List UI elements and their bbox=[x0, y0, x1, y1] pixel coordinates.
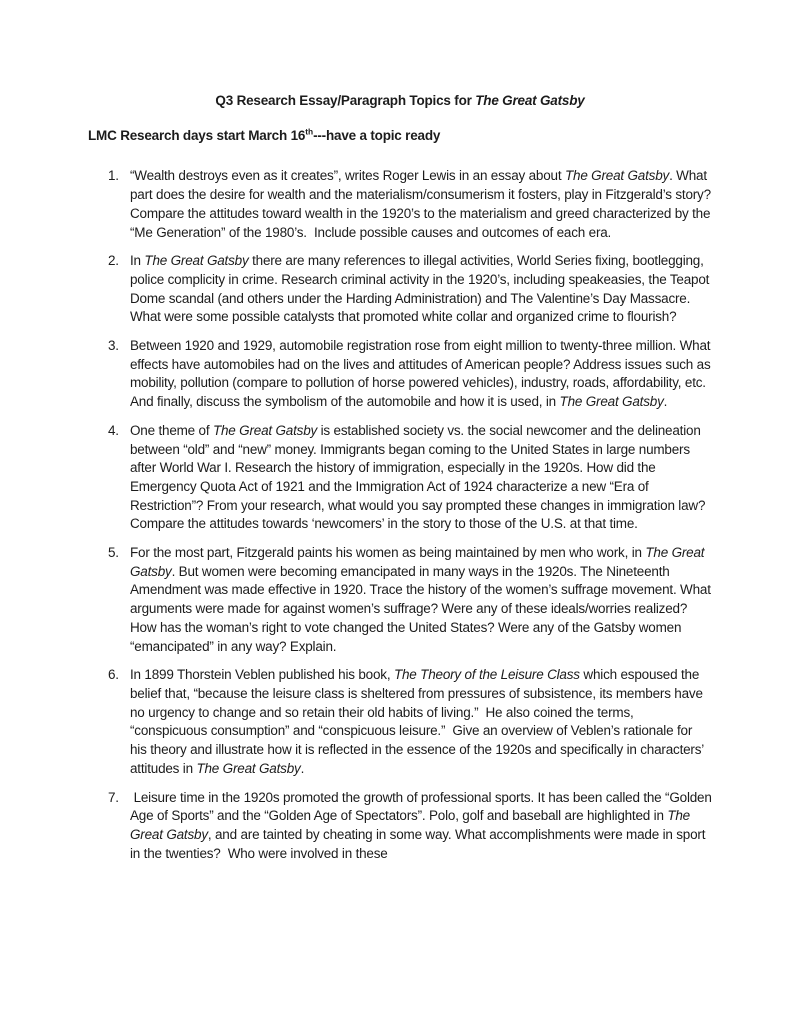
topic-number: 2. bbox=[108, 253, 119, 269]
topic-number: 7. bbox=[108, 789, 119, 805]
topic-text: For the most part, Fitzgerald paints his women as being maintained by men who work, in The Great Gatsby. But women were becoming emancipated in many ways in the 1920s. The Nineteenth Amendment was made effective in 1920. Trace the history of the women’s suffrage movement. What arguments were made for against women’s suffrage? Were any of these ideals/worries realized? How has the woman’s right to vote changed the United States? Were any of the Gatsby women “emancipated” in any way? Explain. bbox=[130, 545, 715, 654]
topics-list bbox=[108, 167, 715, 863]
document-subtitle: LMC Research days start March 16th---have a topic ready bbox=[88, 126, 441, 143]
topic-number: 1. bbox=[108, 168, 119, 184]
topic-text: In 1899 Thorstein Veblen published his book, The Theory of the Leisure Class which espoused the belief that, “because the leisure class is sheltered from pressures of subsistence, its members have no urgency to change and so retain their old habits of living.” He also coined the terms, “conspicuous consumption” and “conspicuous leisure.” Give an overview of Veblen’s rationale for his theory and illustrate how it is reflected in the essence of the 1920s and specifically in characters’ attitudes in The Great Gatsby. bbox=[130, 667, 708, 776]
topic-text: Between 1920 and 1929, automobile registration rose from eight million to twenty-three million. What effects have automobiles had on the lives and attitudes of American people? Address issues such as mobility, pollution (compare to pollution of horse powered vehicles), industry, roads, affordability, etc. And finally, discuss the symbolism of the automobile and how it is used, in The Great Gatsby. bbox=[130, 338, 715, 410]
page-title: Q3 Research Essay/Paragraph Topics for The Great Gatsby bbox=[215, 93, 585, 108]
topic-item bbox=[108, 167, 715, 242]
topic-item bbox=[108, 666, 712, 778]
topic-item bbox=[108, 789, 715, 864]
topic-text: “Wealth destroys even as it creates”, writes Roger Lewis in an essay about The Great Gatsby. What part does the desire for wealth and the materialism/consumerism it fosters, play in Fitzgerald’s story? Compare the attitudes toward wealth in the 1920’s to the materialism and greed characterized by the “Me Generation” of the 1980’s. Include possible causes and outcomes of each era. bbox=[130, 168, 715, 240]
topic-item bbox=[108, 422, 712, 534]
topic-item bbox=[108, 252, 712, 327]
topic-number: 4. bbox=[108, 422, 119, 438]
topic-item bbox=[108, 544, 715, 656]
topic-text: One theme of The Great Gatsby is established society vs. the social newcomer and the delineation between “old” and “new” money. Immigrants began coming to the United States in large numbers after World War I. Research the history of immigration, especially in the 1920s. How did the Emergency Quota Act of 1921 and the Immigration Act of 1924 characterize a new “Era of Restriction”? From your research, what would you say prompted these changes in immigration law? Compare the attitudes towards ‘newcomers’ in the story to those of the U.S. at that time. bbox=[130, 422, 709, 532]
topic-text: Leisure time in the 1920s promoted the growth of professional sports. It has been called the “Golden Age of Sports” and the “Golden Age of Spectators”. Polo, golf and baseball are highlighted in The Great Gatsby, and are tainted by cheating in some way. What accomplishments were made in sport in the twenties? Who were involved in these bbox=[130, 789, 715, 861]
topic-number: 5. bbox=[108, 545, 119, 561]
topic-item bbox=[108, 337, 715, 412]
topic-number: 6. bbox=[108, 667, 119, 683]
topic-text: In The Great Gatsby there are many references to illegal activities, World Series fixing, bootlegging, police complicity in crime. Research criminal activity in the 1920’s, including speakeasies, the Teapot Dome scandal (and others under the Harding Administration) and The Valentine’s Day Massacre. What were some possible catalysts that promoted white collar and organized crime to flourish? bbox=[130, 253, 713, 325]
topic-number: 3. bbox=[108, 338, 119, 354]
